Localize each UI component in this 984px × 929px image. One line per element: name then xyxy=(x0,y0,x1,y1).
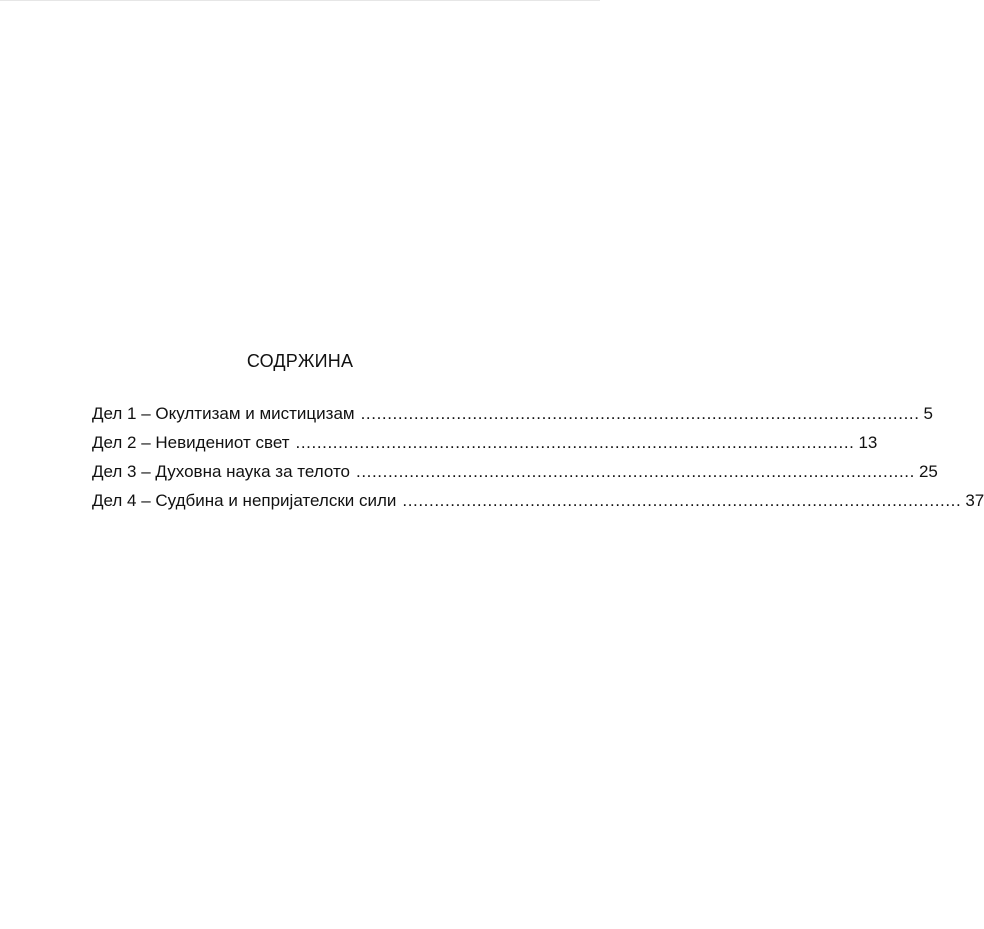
toc-dot-leader: ......................................................................................................... xyxy=(295,433,855,452)
table-of-contents xyxy=(92,404,984,520)
toc-dot-leader: ......................................................................................................... xyxy=(356,462,915,481)
page-top-border xyxy=(0,0,600,1)
toc-entry-title: Дел 4 – Судбина и непријателски сили xyxy=(92,491,397,510)
toc-entry xyxy=(92,491,984,520)
toc-dot-leader: ......................................................................................................... xyxy=(360,404,920,423)
toc-dot-leader: ......................................................................................................... xyxy=(402,491,962,510)
toc-entry xyxy=(92,433,878,462)
toc-page-number: 5 xyxy=(923,404,934,423)
toc-entry xyxy=(92,404,934,433)
toc-entry-title: Дел 2 – Невидениот свет xyxy=(92,433,290,452)
toc-page-number: 25 xyxy=(918,462,938,481)
toc-page-number: 37 xyxy=(965,491,984,510)
toc-entry-title: Дел 3 – Духовна наука за телото xyxy=(92,462,350,481)
toc-entry xyxy=(92,462,938,491)
toc-entry-title: Дел 1 – Окултизам и мистицизам xyxy=(92,404,355,423)
toc-page-number: 13 xyxy=(858,433,878,452)
page-title: СОДРЖИНА xyxy=(246,351,354,371)
